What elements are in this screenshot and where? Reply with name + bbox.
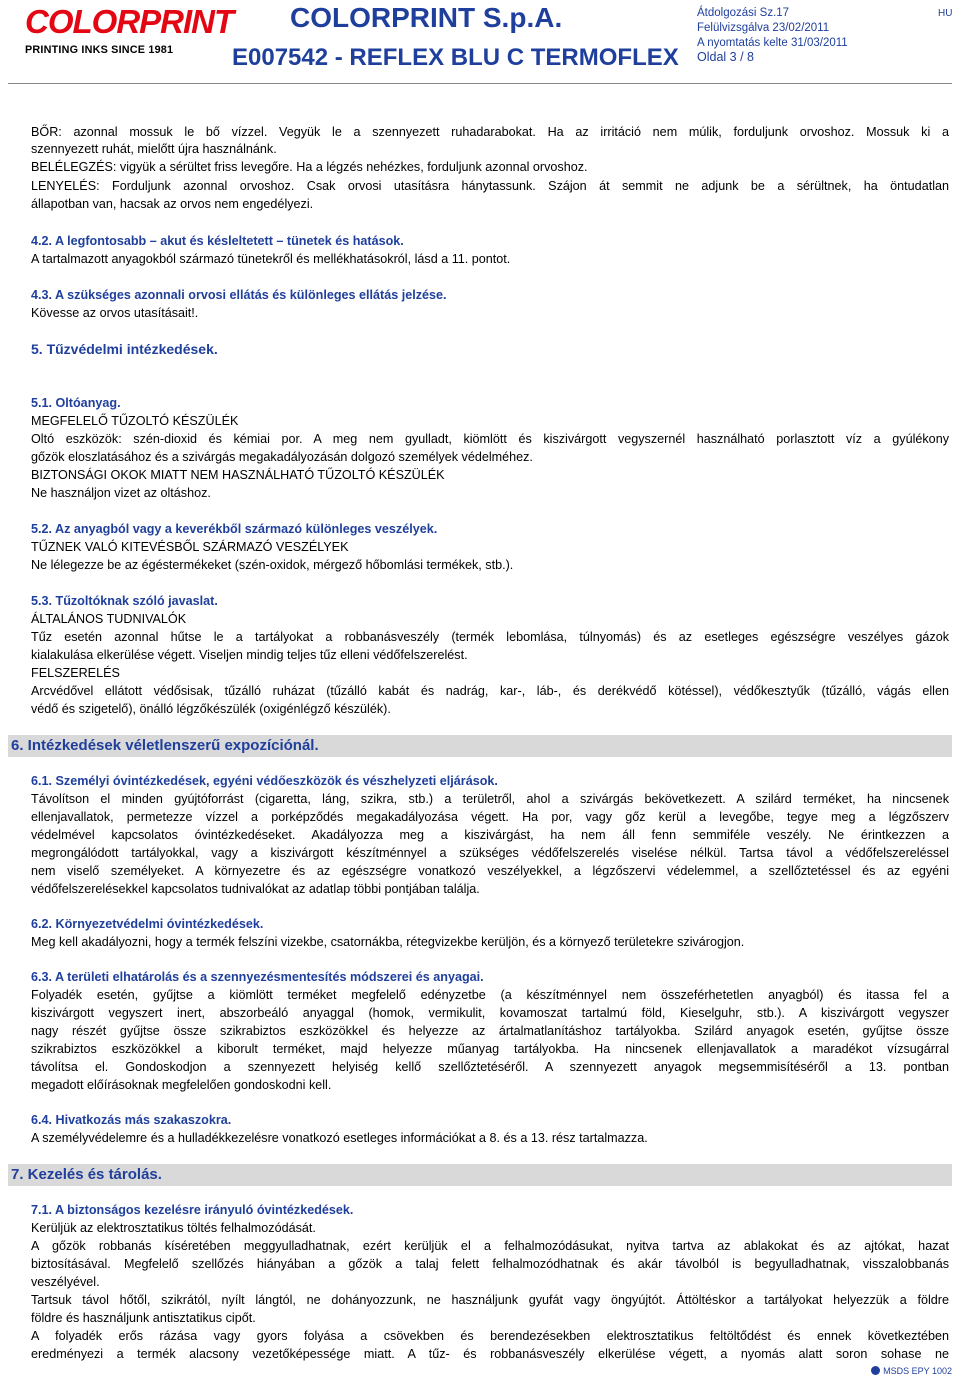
text-line: eredményezi a termék alacsony vezetőképessége miatt. A tűz- és robbanásveszély elkerülése végett, a nyomás alatt soron sohase ne xyxy=(31,1347,949,1361)
logo-tagline: PRINTING INKS SINCE 1981 xyxy=(25,44,174,56)
subsection-heading: 6.4. Hivatkozás más szakaszokra. xyxy=(31,1113,232,1127)
revision-number: Átdolgozási Sz.17 xyxy=(697,7,790,19)
text-line: BŐR: azonnal mossuk le bő vízzel. Vegyük le a szennyezett ruhadarabokat. Ha az irritáció nem múlik, forduljunk orvoshoz. Mossuk ki a xyxy=(31,125,949,139)
subsection-heading: 4.2. A legfontosabb – akut és késleltetett – tünetek és hatások. xyxy=(31,234,404,248)
text-line: Folyadék esetén, gyűjtse a kiömlött terméket megfelelő edényzetbe (a készítménnyel nem összeférhetetlen anyagból) és itassa fel a xyxy=(31,988,949,1002)
text-line: ellenjavallatok, permetezze vízzel a porképződés megakadályozása végett. Ha por, vagy gőz kerül a levegőbe, tegye meg a légzőszerv xyxy=(31,810,949,824)
text-line: biztosításával. Megfelelő szellőzés hiányában a gőzök a talaj felett felhalmozódhatnak és akár távolból is begyulladhatnak, visszalobbanás xyxy=(31,1257,949,1271)
section-bar xyxy=(8,735,952,757)
language-code: HU xyxy=(938,8,953,19)
page-number: Oldal 3 / 8 xyxy=(697,50,754,65)
subsection-heading: 6.1. Személyi óvintézkedések, egyéni védőeszközök és vészhelyzeti eljárások. xyxy=(31,774,498,788)
text-line: Oltó eszközök: szén-dioxid és kémiai por. A meg nem gyulladt, kiömlött és kiszivárgott vegyszernél használható porlasztott víz a gyúlékony xyxy=(31,432,949,446)
text-line: FELSZERELÉS xyxy=(31,666,120,680)
text-line: kialakulása elkerülése végett. Viseljen mindig teljes tűz elleni védőfelszerelést. xyxy=(31,648,468,662)
section-heading: 6. Intézkedések véletlenszerű expozíciónál. xyxy=(11,737,319,754)
text-line: Távolítson el minden gyújtóforrást (cigaretta, láng, szikra, stb.) a területről, ahol a szivárgás bekövetkezett. A szilárd terméket, ha nincsenek xyxy=(31,792,949,806)
section-heading: 5. Tűzvédelmi intézkedések. xyxy=(31,341,218,357)
text-line: Ne lélegezze be az égéstermékeket (szén-oxidok, mérgező hőbomlási termékek, stb.). xyxy=(31,558,514,572)
review-date: Felülvizsgálva 23/02/2011 xyxy=(697,21,830,34)
msds-logo-icon xyxy=(871,1366,880,1375)
text-line: A tartalmazott anyagokból származó tünetekről és mellékhatásokról, lásd a 11. pontot. xyxy=(31,252,511,266)
subsection-heading: 4.3. A szükséges azonnali orvosi ellátás és különleges ellátás jelzése. xyxy=(31,288,447,302)
text-line: földre és használjunk antisztatikus cipőt. xyxy=(31,1311,256,1325)
text-line: megadott előírásoknak megfelelően gondoskodni kell. xyxy=(31,1078,332,1092)
text-line: Arcvédővel ellátott védősisak, tűzálló ruházat (tűzálló kabát és nadrág, kar-, láb-, és derékvédő kötéssel), védőkesztyűk (tűzálló, vágás ellen xyxy=(31,684,949,698)
section-bar xyxy=(8,1164,952,1186)
footer-badge xyxy=(871,1366,952,1376)
text-line: veszélyével. xyxy=(31,1275,100,1289)
text-line: BELÉLEGZÉS: vigyük a sérültet friss levegőre. Ha a légzés nehézkes, forduljunk azonnal orvoshoz. xyxy=(31,160,588,174)
text-line: Ne használjon vizet az oltáshoz. xyxy=(31,486,211,500)
text-line: szikrabiztos eszközökkel a kiborult terméket, majd helyezze műanyag tartályokba. Ha nincsenek ellenjavallatok a maradékot vízsugárral xyxy=(31,1042,949,1056)
text-line: gőzök eloszlatásához és a szivárgás megakadályozásán dolgozó személyek védelméhez. xyxy=(31,450,533,464)
text-line: A gőzök robbanás kíséretében meggyulladhatnak, ezért kerüljük el a felhalmozódásukat, nyitva tartva az ablakokat és az ajtókat, hazat xyxy=(31,1239,949,1253)
text-line: TŰZNEK VALÓ KITEVÉSBŐL SZÁRMAZÓ VESZÉLYEK xyxy=(31,540,349,554)
subsection-heading: 5.2. Az anyagból vagy a keverékből származó különleges veszélyek. xyxy=(31,522,438,536)
print-date: A nyomtatás kelte 31/03/2011 xyxy=(697,36,848,49)
text-line: BIZTONSÁGI OKOK MIATT NEM HASZNÁLHATÓ TŰZOLTÓ KÉSZÜLÉK xyxy=(31,468,445,482)
text-line: távolítsa el. Gondoskodjon a szennyezett helyiség kellő szellőztetéséről. A szennyezett anyagok megsemmisítéséről a 13. pontban xyxy=(31,1060,949,1074)
product-title: E007542 - REFLEX BLU C TERMOFLEX xyxy=(232,44,679,71)
text-line: szennyezett ruhát, mielőtt újra használnánk. xyxy=(31,142,277,156)
subsection-heading: 6.2. Környezetvédelmi óvintézkedések. xyxy=(31,917,264,931)
text-line: Tűz esetén azonnal hűtse le a tartályokat a robbanásveszély (termék lebomlása, túlnyomás) és az esetleges egészségre veszélyes gázok xyxy=(31,630,949,644)
subsection-heading: 7.1. A biztonságos kezelésre irányuló óvintézkedések. xyxy=(31,1203,354,1217)
text-line: nem viselő személyeket. A környezetre és az egészségre vonatkozó veszélyekkel, a légzőszervi védelemmel, a szellőztetéssel és az egyéni xyxy=(31,864,949,878)
text-line: kiszivárgott vegyszert inert, abszorbeáló anyaggal (homok, vermikulit, kovamoszat tartalmú föld, Kieselguhr, stb.). A kiszivárgott vegyszer xyxy=(31,1006,949,1020)
text-line: Kerüljük az elektrosztatikus töltés felhalmozódását. xyxy=(31,1221,316,1235)
text-line: Tartsuk távol hőtől, szikrától, nyílt lángtól, ne dohányozzunk, ne használjunk gyufát vagy öngyújtót. Áttöltéskor a tartályokat helyezzük a földre xyxy=(31,1293,949,1307)
subsection-heading: 6.3. A területi elhatárolás és a szennyezésmentesítés módszerei és anyagai. xyxy=(31,970,484,984)
text-line: Kövesse az orvos utasításait!. xyxy=(31,306,199,320)
text-line: LENYELÉS: Forduljunk azonnal orvoshoz. Csak orvosi utasításra hánytassunk. Szájon át semmit ne adjunk be a sérültnek, ha öntudatlan xyxy=(31,179,949,193)
text-line: megrongálódott tartályokkal, vagy a kiszivárgott készítménnyel a szükséges védőfelszerelés viselése nélkül. Tartsa távol a védőfelszereléssel xyxy=(31,846,949,860)
logo-brand: COLORPRINT xyxy=(25,3,234,40)
footer-label: MSDS EPY 1002 xyxy=(883,1366,952,1376)
text-line: MEGFELELŐ TŰZOLTÓ KÉSZÜLÉK xyxy=(31,414,239,428)
company-name: COLORPRINT S.p.A. xyxy=(290,2,563,33)
text-line: állapotban van, hacsak az orvos nem engedélyezi. xyxy=(31,197,314,211)
subsection-heading: 5.3. Tűzoltóknak szóló javaslat. xyxy=(31,594,218,608)
text-line: nagy részét gyűjtse össze szikrabiztos eszközökkel és helyezze az ártalmatlanításhoz tartályokba. Szilárd anyagok esetén, gyűjtse össze xyxy=(31,1024,949,1038)
text-line: Meg kell akadályozni, hogy a termék felszíni vizekbe, csatornákba, rétegvizekbe kerüljön, és a környező területekre szivárogjon. xyxy=(31,935,745,949)
text-line: védelmével kapcsolatos óvintézkedéseket. Akadályozza meg a kiszivárgást, ha nem áll fenn semmiféle veszély. Ne érintkezzen a xyxy=(31,828,949,842)
section-heading: 7. Kezelés és tárolás. xyxy=(11,1166,162,1183)
text-line: A személyvédelemre és a hulladékkezelésre vonatkozó esetleges információkat a 8. és a 13. rész tartalmazza. xyxy=(31,1131,648,1145)
text-line: A folyadék erős rázása vagy gyors folyása a csövekben és berendezésekben elektrosztatikus feltöltődést és ennek következtében xyxy=(31,1329,949,1343)
text-line: védő és szigetelő), önálló légzőkészülék (oxigénlégző készülék). xyxy=(31,702,391,716)
text-line: védőfelszerelésekkel kapcsolatos tudnivalókat az adatlap többi pontjában találja. xyxy=(31,882,480,896)
subsection-heading: 5.1. Oltóanyag. xyxy=(31,396,121,410)
text-line: ÁLTALÁNOS TUDNIVALÓK xyxy=(31,612,187,626)
